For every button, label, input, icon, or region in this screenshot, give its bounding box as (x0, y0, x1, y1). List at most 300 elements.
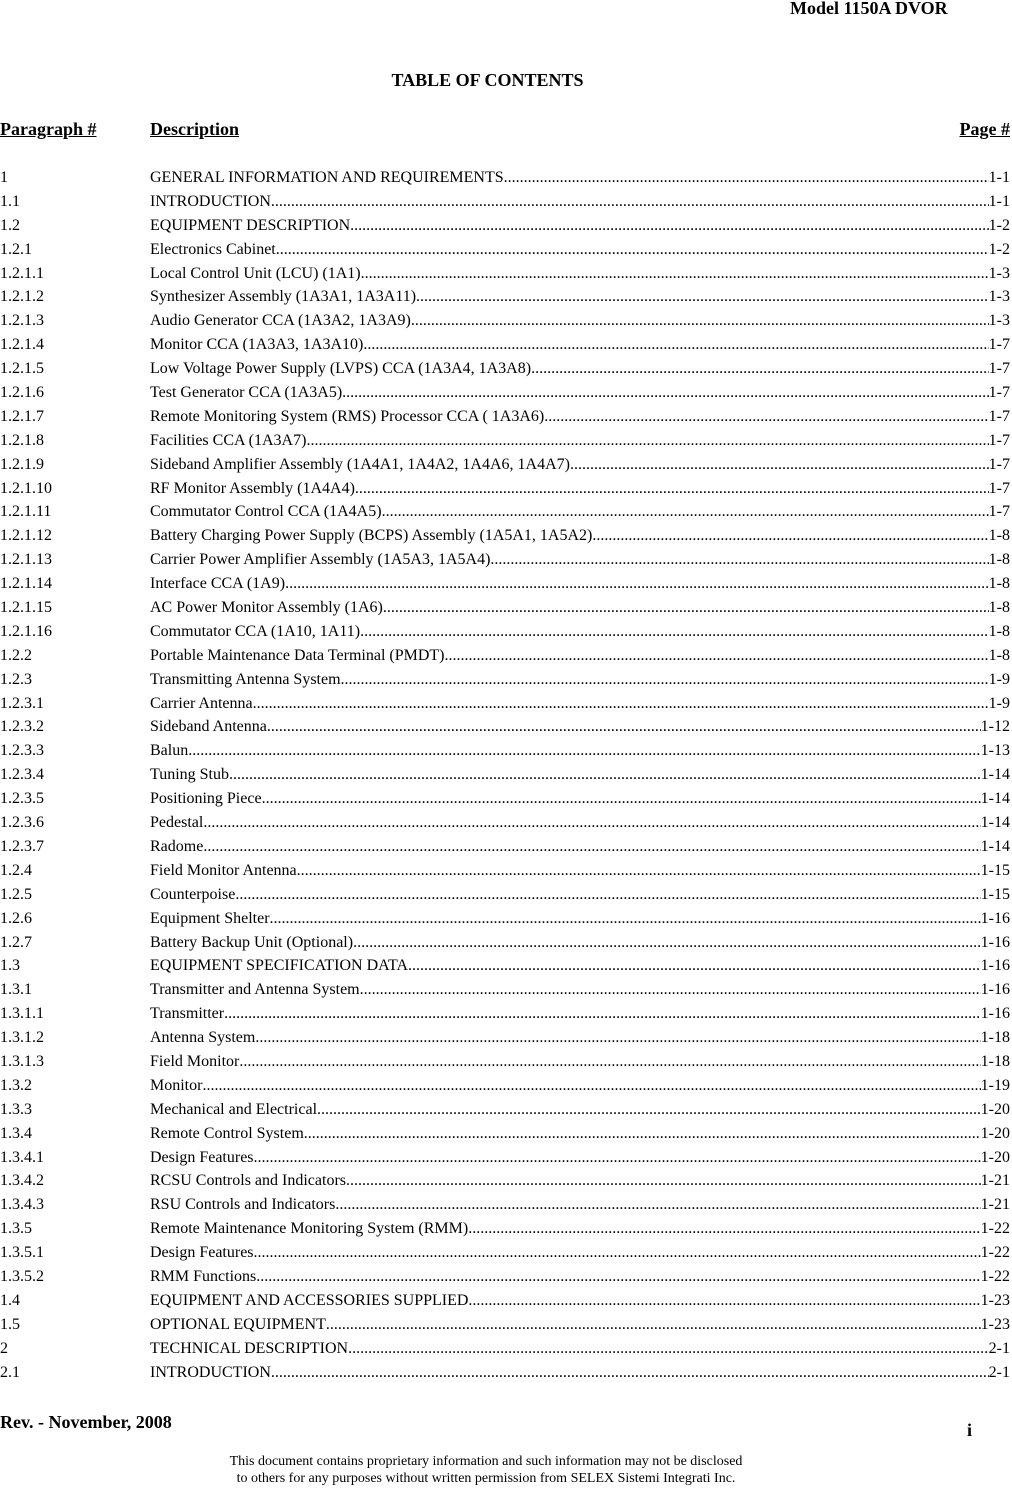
column-header-paragraph: Paragraph # (0, 119, 97, 139)
toc-entry-number: 1.2.1.7 (0, 407, 44, 425)
toc-entry[interactable] (0, 1218, 1010, 1242)
toc-entry-label: Portable Maintenance Data Terminal (PMDT) (150, 646, 445, 664)
toc-entry[interactable] (0, 239, 1010, 263)
toc-entry-page: 2-1 (988, 1363, 1010, 1381)
toc-entry-label: Commutator CCA (1A10, 1A11) (150, 622, 361, 640)
toc-entry-number: 1.2.1.9 (0, 455, 44, 473)
toc-entry-label: Tuning Stub (150, 766, 229, 784)
dot-leader (355, 478, 989, 500)
toc-entry-number: 1.2 (0, 216, 20, 234)
toc-entry[interactable] (0, 1362, 1010, 1386)
toc-entry-label: Local Control Unit (LCU) (1A1) (150, 264, 361, 282)
toc-entry-label: EQUIPMENT SPECIFICATION DATA (150, 957, 408, 975)
toc-entry-label: Pedestal (150, 814, 204, 832)
toc-entry-label: Test Generator CCA (1A3A5) (150, 384, 343, 402)
toc-entry[interactable] (0, 669, 1010, 693)
toc-entry-label: Battery Backup Unit (Optional) (150, 933, 354, 951)
toc-entry[interactable] (0, 478, 1010, 502)
toc-entry[interactable] (0, 1147, 1010, 1171)
toc-entry-label: EQUIPMENT DESCRIPTION (150, 216, 351, 234)
toc-entry-page: 1-8 (988, 551, 1010, 569)
toc-entry-description (150, 836, 981, 858)
toc-entry-label: Remote Monitoring System (RMS) Processor CCA ( 1A3A6) (150, 407, 545, 425)
toc-entry-number: 1.2.3.6 (0, 814, 44, 832)
toc-entry[interactable] (0, 908, 1010, 932)
toc-entry-number: 1.3.5 (0, 1220, 32, 1238)
toc-entry-number: 1 (0, 169, 8, 186)
toc-entry-description (150, 693, 989, 715)
toc-entry-description (150, 788, 981, 810)
column-header-page: Page # (959, 119, 1010, 139)
toc-entry-page: 1-14 (980, 766, 1010, 784)
toc-entry-page: 1-14 (980, 790, 1010, 808)
dot-leader (350, 215, 989, 237)
toc-entry-page: 1-15 (980, 861, 1010, 879)
toc-entry[interactable] (0, 597, 1010, 621)
toc-entry-label: Field Monitor Antenna (150, 861, 297, 879)
toc-entry[interactable] (0, 1170, 1010, 1194)
toc-entry-page: 1-8 (988, 622, 1010, 640)
toc-entry-number: 1.3.3 (0, 1100, 32, 1118)
toc-entry[interactable] (0, 1099, 1010, 1123)
toc-entry-description (150, 1123, 981, 1145)
toc-entry-description (150, 310, 989, 332)
toc-entry-description (150, 979, 981, 1001)
page-number: i (967, 1420, 973, 1440)
toc-entry-description (150, 1290, 981, 1312)
toc-entry[interactable] (0, 645, 1010, 669)
toc-entry-page: 1-16 (980, 981, 1010, 999)
toc-entry-label: Mechanical and Electrical (150, 1100, 318, 1118)
toc-entry-description (150, 334, 989, 356)
toc-entry-label: AC Power Monitor Assembly (1A6) (150, 599, 383, 617)
toc-entry-number: 1.2.1.5 (0, 360, 44, 378)
document-model-header: Model 1150A DVOR (790, 0, 948, 18)
toc-entry-label: Facilities CCA (1A3A7) (150, 431, 307, 449)
toc-entry-description (150, 1099, 981, 1121)
toc-entry-number: 1.2.1.13 (0, 551, 52, 569)
toc-entry-label: Monitor CCA (1A3A3, 1A3A10) (150, 336, 364, 354)
toc-entry-page: 1-16 (980, 957, 1010, 975)
toc-entry-description (150, 1266, 981, 1288)
toc-entry[interactable] (0, 1266, 1010, 1290)
toc-entry[interactable] (0, 1194, 1010, 1218)
toc-entry-number: 1.2.7 (0, 933, 32, 951)
toc-entry-page: 1-7 (988, 360, 1010, 378)
toc-entry-label: Balun (150, 742, 189, 760)
toc-entry-description (150, 478, 989, 500)
dot-leader (341, 669, 989, 691)
toc-entry-page: 1-7 (988, 336, 1010, 354)
toc-entry-label: Positioning Piece (150, 790, 262, 808)
toc-entry-number: 1.3.2 (0, 1076, 32, 1094)
toc-entry[interactable] (0, 263, 1010, 287)
toc-entry[interactable] (0, 621, 1010, 645)
toc-entry-description (150, 358, 989, 380)
toc-entry-label: Synthesizer Assembly (1A3A1, 1A3A11) (150, 288, 417, 306)
dot-leader (468, 1290, 980, 1312)
toc-entry-page: 1-20 (980, 1100, 1010, 1118)
dot-leader (360, 621, 989, 643)
dot-leader (383, 597, 989, 619)
toc-entry-number: 1.3.1.3 (0, 1052, 44, 1070)
toc-entry-page: 1-23 (980, 1315, 1010, 1333)
dot-leader (297, 860, 981, 882)
toc-entry-number: 1.5 (0, 1315, 20, 1333)
toc-entry-number: 1.2.3.2 (0, 718, 44, 736)
toc-entry-page: 1-3 (988, 264, 1010, 282)
toc-entry-description (150, 1051, 981, 1073)
dot-leader (382, 501, 989, 523)
dot-leader (353, 932, 981, 954)
toc-entry-description (150, 286, 989, 308)
toc-entry[interactable] (0, 501, 1010, 525)
toc-entry-description (150, 215, 989, 237)
toc-entry-label: INTRODUCTION (150, 1363, 271, 1381)
toc-entry[interactable] (0, 1051, 1010, 1075)
toc-entry-label: Transmitting Antenna System (150, 670, 341, 688)
toc-entry-page: 1-14 (980, 814, 1010, 832)
toc-entry[interactable] (0, 1242, 1010, 1266)
toc-entry-label: Monitor (150, 1076, 203, 1094)
toc-entry-label: RF Monitor Assembly (1A4A4) (150, 479, 355, 497)
toc-entry-description (150, 525, 989, 547)
toc-entry-label: Transmitter (150, 1005, 225, 1023)
dot-leader (304, 1123, 981, 1145)
toc-entry-page: 1-18 (980, 1052, 1010, 1070)
toc-entry-page: 1-22 (980, 1267, 1010, 1285)
toc-entry-description (150, 167, 989, 189)
toc-entry[interactable] (0, 454, 1010, 478)
dot-leader (256, 1266, 980, 1288)
toc-entry-number: 1.3.4.1 (0, 1148, 44, 1166)
toc-entry-number: 1.3.1.2 (0, 1029, 44, 1047)
toc-entry-number: 1.2.3.3 (0, 742, 44, 760)
toc-entry[interactable] (0, 358, 1010, 382)
toc-entry[interactable] (0, 955, 1010, 979)
toc-entry[interactable] (0, 525, 1010, 549)
toc-entry-page: 1-18 (980, 1029, 1010, 1047)
toc-entry-label: Low Voltage Power Supply (LVPS) CCA (1A3A4, 1A3A8) (150, 360, 532, 378)
toc-entry-number: 1.3.1 (0, 981, 32, 999)
toc-entry-number: 1.4 (0, 1291, 20, 1309)
toc-entry-label: Battery Charging Power Supply (BCPS) Assembly (1A5A1, 1A5A2) (150, 527, 593, 545)
toc-entry-page: 1-7 (988, 455, 1010, 473)
toc-entry-label: EQUIPMENT AND ACCESSORIES SUPPLIED (150, 1291, 469, 1309)
toc-entry-description (150, 1003, 981, 1025)
toc-entry-number: 1.2.2 (0, 646, 32, 664)
toc-entry[interactable] (0, 573, 1010, 597)
toc-entry-number: 1.2.3.7 (0, 837, 44, 855)
dot-leader (262, 788, 981, 810)
toc-entry-number: 1.2.3.4 (0, 766, 44, 784)
toc-entry-number: 2 (0, 1339, 8, 1357)
toc-entry[interactable] (0, 430, 1010, 454)
toc-entry-description (150, 621, 989, 643)
toc-entry-label: RSU Controls and Indicators (150, 1196, 336, 1214)
toc-entry-label: Antenna System (150, 1029, 256, 1047)
toc-entry-number: 1.2.1.10 (0, 479, 52, 497)
toc-entry-number: 1.2.5 (0, 885, 32, 903)
toc-entry-description (150, 955, 981, 977)
dot-leader (306, 430, 988, 452)
dot-leader (254, 1147, 981, 1169)
toc-entry-page: 1-22 (980, 1244, 1010, 1262)
toc-entry-description (150, 645, 989, 667)
toc-entry-description (150, 669, 989, 691)
dot-leader (326, 1314, 981, 1336)
toc-entry-number: 1.2.1.11 (0, 503, 52, 521)
toc-entry-label: TECHNICAL DESCRIPTION (150, 1339, 349, 1357)
toc-entry-description (150, 263, 989, 285)
toc-entry[interactable] (0, 549, 1010, 573)
toc-entry-page: 1-9 (988, 670, 1010, 688)
dot-leader (544, 406, 988, 428)
toc-entry-label: Counterpoise (150, 885, 236, 903)
dot-leader (254, 1242, 981, 1264)
toc-entry-number: 1.2.1.6 (0, 384, 44, 402)
toc-entry-description (150, 549, 989, 571)
toc-entry[interactable] (0, 884, 1010, 908)
toc-entry-number: 1.2.1.1 (0, 264, 44, 282)
toc-entry-description (150, 573, 989, 595)
toc-entry-description (150, 406, 989, 428)
toc-entry-page: 1-7 (988, 479, 1010, 497)
toc-entry-description (150, 860, 981, 882)
toc-entry-description (150, 1242, 981, 1264)
dot-leader (490, 549, 988, 571)
dot-leader (239, 1051, 980, 1073)
toc-entry-page: 1-8 (988, 599, 1010, 617)
toc-entry-description (150, 454, 989, 476)
toc-entry-number: 1.1 (0, 192, 20, 210)
toc-entry[interactable] (0, 286, 1010, 310)
toc-entry[interactable] (0, 860, 1010, 884)
toc-entry[interactable] (0, 764, 1010, 788)
toc-entry-number: 1.2.1.15 (0, 599, 52, 617)
toc-entry-label: Sideband Amplifier Assembly (1A4A1, 1A4A2, 1A4A6, 1A4A7) (150, 455, 570, 473)
toc-entry[interactable] (0, 215, 1010, 239)
dot-leader (188, 740, 980, 762)
toc-entry-number: 1.2.3.1 (0, 694, 44, 712)
toc-entry-page: 1-12 (980, 718, 1010, 736)
toc-entry[interactable] (0, 1075, 1010, 1099)
toc-entry-description (150, 764, 981, 786)
toc-entry-page: 1-7 (988, 503, 1010, 521)
toc-entry[interactable] (0, 1290, 1010, 1314)
toc-entry-number: 1.2.4 (0, 861, 32, 879)
toc-entry-number: 1.2.1.12 (0, 527, 52, 545)
toc-entry-page: 1-3 (988, 288, 1010, 306)
toc-entry-description (150, 716, 981, 738)
toc-entry-page: 1-15 (980, 885, 1010, 903)
toc-entry-page: 1-16 (980, 933, 1010, 951)
toc-entry-description (150, 501, 989, 523)
toc-entry-page: 1-16 (980, 909, 1010, 927)
toc-entry-page: 1-23 (980, 1291, 1010, 1309)
toc-entry-description (150, 1075, 981, 1097)
toc-entry-label: OPTIONAL EQUIPMENT (150, 1315, 326, 1333)
toc-entry[interactable] (0, 693, 1010, 717)
dot-leader (255, 1027, 980, 1049)
toc-entry-page: 1-1 (988, 192, 1010, 210)
toc-entry-page: 1-1 (988, 169, 1010, 186)
dot-leader (570, 454, 989, 476)
toc-entry[interactable] (0, 1123, 1010, 1147)
toc-entry-label: Equipment Shelter (150, 909, 270, 927)
toc-entry-label: RCSU Controls and Indicators (150, 1172, 346, 1190)
toc-entry-description (150, 1194, 981, 1216)
dot-leader (361, 263, 989, 285)
toc-entry-description (150, 382, 989, 404)
toc-entry-label: Design Features (150, 1244, 254, 1262)
toc-entry-number: 1.3.4.2 (0, 1172, 44, 1190)
toc-entry-number: 1.2.1.8 (0, 431, 44, 449)
toc-entry-number: 1.3.1.1 (0, 1005, 44, 1023)
toc-entry-number: 1.3.5.1 (0, 1244, 44, 1262)
toc-entry[interactable] (0, 334, 1010, 358)
toc-entry-description (150, 932, 981, 954)
toc-entry-description (150, 1338, 989, 1360)
dot-leader (348, 1338, 989, 1360)
toc-entry-description (150, 740, 981, 762)
toc-entry[interactable] (0, 191, 1010, 215)
proprietary-notice-line: This document contains proprietary information and such information may not be disclosed (229, 1454, 743, 1469)
dot-leader (363, 334, 988, 356)
toc-entry-page: 1-14 (980, 837, 1010, 855)
toc-entry-number: 1.3.5.2 (0, 1267, 44, 1285)
toc-entry-page: 1-7 (988, 431, 1010, 449)
toc-entry-page: 1-8 (988, 646, 1010, 664)
toc-entry-page: 1-20 (980, 1148, 1010, 1166)
toc-entry-label: Commutator Control CCA (1A4A5) (150, 503, 382, 521)
toc-entry-label: GENERAL INFORMATION AND REQUIREMENTS (150, 169, 504, 186)
toc-entry-page: 1-21 (980, 1172, 1010, 1190)
toc-entry-label: INTRODUCTION (150, 192, 271, 210)
toc-entry-number: 1.2.1.2 (0, 288, 44, 306)
toc-entry-description (150, 597, 989, 619)
toc-entry[interactable] (0, 310, 1010, 334)
dot-leader (203, 836, 980, 858)
proprietary-notice-line: to others for any purposes without written permission from SELEX Sistemi Integrati Inc. (236, 1471, 736, 1486)
toc-entry[interactable] (0, 836, 1010, 860)
dot-leader (317, 1099, 981, 1121)
toc-entry-description (150, 1027, 981, 1049)
dot-leader (224, 1003, 981, 1025)
dot-leader (270, 908, 981, 930)
dot-leader (416, 286, 989, 308)
dot-leader (285, 573, 989, 595)
proprietary-notice (0, 1453, 972, 1487)
dot-leader (531, 358, 989, 380)
toc-entry-description (150, 191, 989, 213)
toc-entry-label: Design Features (150, 1148, 254, 1166)
toc-entry-number: 1.3.4.3 (0, 1196, 44, 1214)
toc-entry-label: Transmitter and Antenna System (150, 981, 360, 999)
toc-entry-page: 1-7 (988, 407, 1010, 425)
toc-entry[interactable] (0, 740, 1010, 764)
toc-entry[interactable] (0, 1003, 1010, 1027)
toc-entry-number: 1.3 (0, 957, 20, 975)
toc-entry-number: 1.3.4 (0, 1124, 32, 1142)
dot-leader (335, 1194, 980, 1216)
dot-leader (468, 1218, 980, 1240)
toc-entry-number: 1.2.1.3 (0, 312, 44, 330)
dot-leader (267, 716, 981, 738)
toc-entry-description (150, 239, 989, 261)
toc-entry-label: Carrier Power Amplifier Assembly (1A5A3, 1A5A4) (150, 551, 491, 569)
dot-leader (235, 884, 980, 906)
toc-entry[interactable] (0, 788, 1010, 812)
dot-leader (202, 1075, 980, 1097)
toc-entry-number: 1.2.1.16 (0, 622, 52, 640)
toc-entry-label: Remote Maintenance Monitoring System (RMM) (150, 1220, 469, 1238)
toc-entry-description (150, 430, 989, 452)
toc-entry-description (150, 908, 981, 930)
dot-leader (360, 979, 981, 1001)
toc-entry-page: 1-22 (980, 1220, 1010, 1238)
toc-entry-page: 1-2 (988, 240, 1010, 258)
toc-entry-page: 1-13 (980, 742, 1010, 760)
toc-entry[interactable] (0, 1314, 1010, 1338)
toc-entry-label: Radome (150, 837, 204, 855)
toc-entry-page: 1-2 (988, 216, 1010, 234)
toc-entry[interactable] (0, 1338, 1010, 1362)
toc-entry-description (150, 1147, 981, 1169)
toc-title: TABLE OF CONTENTS (391, 70, 584, 90)
dot-leader (276, 239, 989, 261)
toc-entry-page: 1-9 (988, 694, 1010, 712)
toc-list (0, 167, 1010, 1385)
column-header-description: Description (150, 119, 239, 139)
toc-entry-label: Sideband Antenna (150, 718, 267, 736)
toc-entry-description (150, 884, 981, 906)
toc-entry[interactable] (0, 979, 1010, 1003)
dot-leader (271, 1362, 989, 1384)
dot-leader (342, 382, 989, 404)
toc-entry-description (150, 1362, 989, 1384)
toc-entry-number: 1.2.1.4 (0, 336, 44, 354)
toc-entry[interactable] (0, 1027, 1010, 1051)
toc-entry-label: RMM Functions (150, 1267, 257, 1285)
toc-entry-number: 1.2.3 (0, 670, 32, 688)
toc-entry[interactable] (0, 716, 1010, 740)
toc-entry-label: Field Monitor (150, 1052, 240, 1070)
toc-entry-number: 1.2.3.5 (0, 790, 44, 808)
dot-leader (346, 1170, 981, 1192)
revision-date: Rev. - November, 2008 (0, 1412, 172, 1432)
toc-entry[interactable] (0, 167, 1010, 191)
dot-leader (504, 167, 989, 189)
toc-entry-page: 1-3 (988, 312, 1010, 330)
dot-leader (411, 310, 989, 332)
toc-entry-number: 1.2.1 (0, 240, 32, 258)
toc-entry-page: 1-7 (988, 384, 1010, 402)
toc-entry-description (150, 812, 981, 834)
toc-entry-number: 2.1 (0, 1363, 20, 1381)
toc-entry[interactable] (0, 382, 1010, 406)
toc-entry-description (150, 1314, 981, 1336)
toc-entry[interactable] (0, 932, 1010, 956)
toc-entry[interactable] (0, 406, 1010, 430)
dot-leader (408, 955, 981, 977)
toc-entry-label: Electronics Cabinet (150, 240, 276, 258)
toc-entry-page: 1-8 (988, 527, 1010, 545)
toc-entry-page: 1-20 (980, 1124, 1010, 1142)
toc-entry-page: 1-8 (988, 575, 1010, 593)
toc-entry-label: Interface CCA (1A9) (150, 575, 286, 593)
toc-entry[interactable] (0, 812, 1010, 836)
